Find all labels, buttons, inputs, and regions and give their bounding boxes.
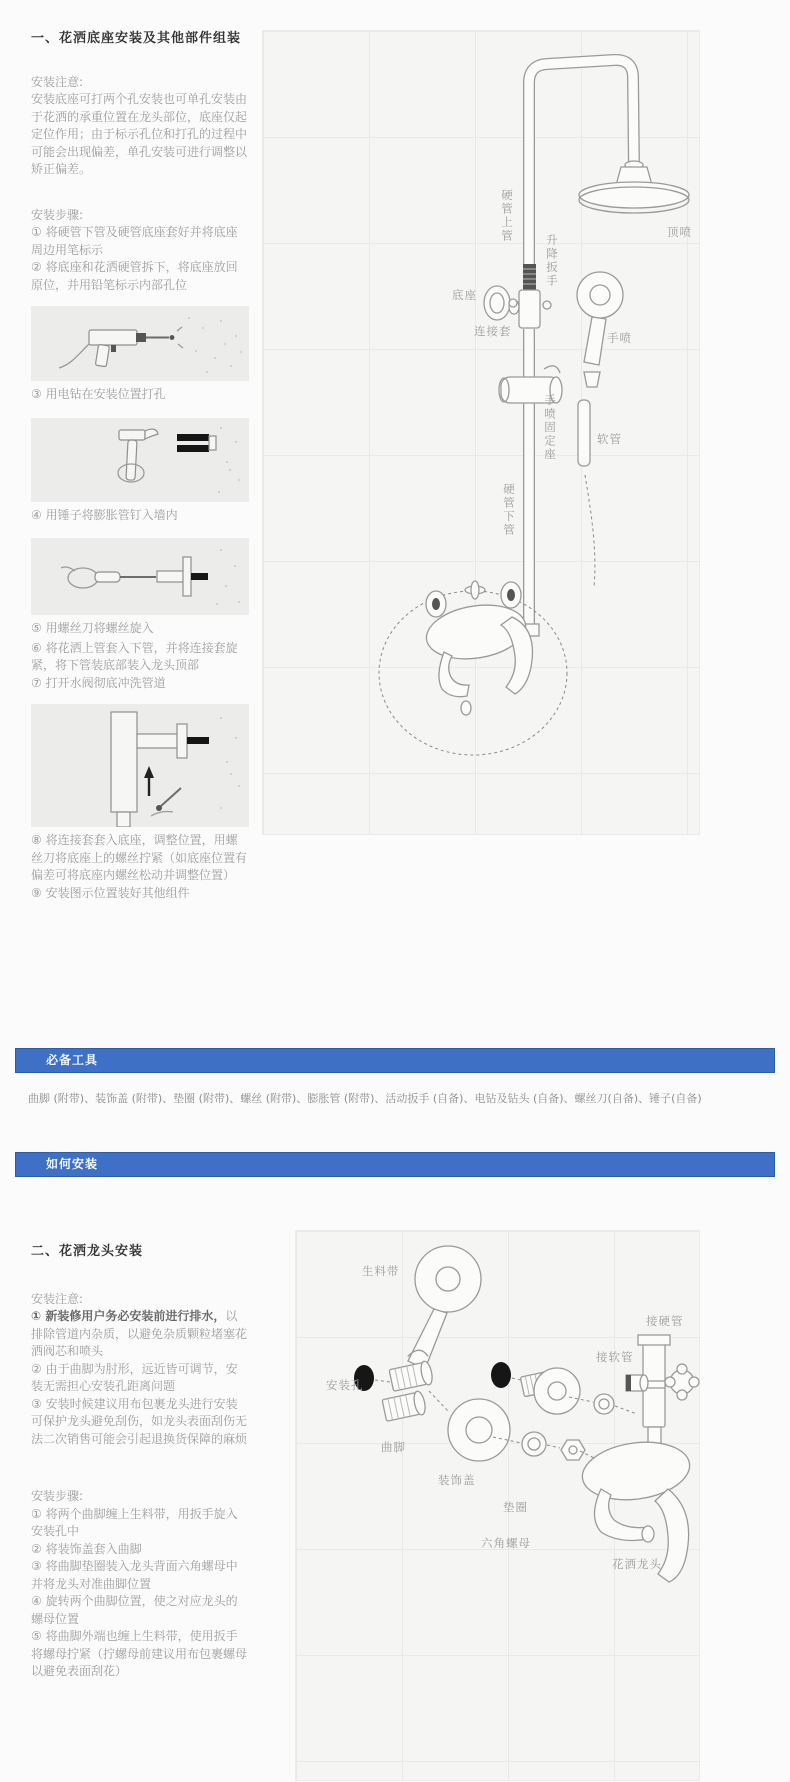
note-text: ② 由于曲脚为肘形，远近皆可调节，安装无需担心安装孔距离问题 (31, 1361, 238, 1393)
label-lower-pipe: 硬管下管 (502, 483, 516, 537)
section1-title: 一、花洒底座安装及其他部件组装 (31, 31, 242, 46)
section1-notes-title: 安装注意: (31, 74, 84, 89)
tools-list: 曲脚 (附带)、装饰盖 (附带)、垫圈 (附带)、螺丝 (附带)、膨胀管 (附带)、活动扳手 (自备)、电钻及钻头 (自备)、螺丝刀(自备)、锤子(自备) (28, 1092, 702, 1105)
label-connector-sleeve: 连接套 (474, 324, 512, 338)
fig3-caption: ⑤ 用螺丝刀将螺丝旋入 (31, 621, 154, 635)
note-rest: 以排除管道内杂质，以避免杂质颗粒堵塞花洒阀芯和喷头 (31, 1309, 248, 1358)
faucet-exploded-diagram (296, 1231, 701, 1782)
step-text: ⑥ 将花洒上管套入下管，并将连接套旋紧，将下管装底部装入龙头顶部 (31, 640, 238, 672)
label-teflon-tape: 生料带 (362, 1264, 400, 1278)
section1-steps-title: 安装步骤: (31, 207, 84, 222)
shower-column-diagram (263, 31, 701, 836)
section1-notes: 安装底座可打两个孔安装也可单孔安装由于花洒的承重位置在龙头部位，底座仅起定位作用；由于标示孔位和打孔的过程中可能会出现偏差，单孔安装可进行调整以矫正偏差。 (31, 92, 248, 176)
section2-text-column (31, 1243, 249, 1681)
section2-notes-title: 安装注意: (31, 1291, 84, 1306)
drill-icon (31, 306, 249, 381)
label-elbow: 曲脚 (381, 1440, 406, 1454)
label-faucet: 花洒龙头 (612, 1557, 662, 1571)
note-text (31, 1308, 249, 1361)
drill-illustration (31, 306, 249, 381)
step-text: ⑦ 打开水阀彻底冲洗管道 (31, 675, 166, 690)
section1-diagram-panel (262, 30, 700, 835)
label-hard-pipe-connection: 接硬管 (646, 1314, 684, 1328)
label-deco-cover: 装饰盖 (438, 1473, 476, 1487)
step-text: ② 将底座和花洒硬管拆下，将底座放回原位，并用铅笔标示内部孔位 (31, 260, 238, 292)
howto-banner-label: 如何安装 (46, 1157, 99, 1171)
label-hose: 软管 (597, 432, 622, 446)
section2-title: 二、花洒龙头安装 (31, 1244, 144, 1259)
label-hand-spray-holder: 手喷固定座 (543, 394, 557, 462)
label-lift-wrench: 升降扳手 (545, 234, 559, 288)
step-text: ⑤ 将曲脚外端也缠上生料带，使用扳手将螺母拧紧（拧螺母前建议用布包裹螺母以避免表面刮花） (31, 1629, 248, 1678)
note-bold: ① 新装修用户务必安装前进行排水， (31, 1309, 226, 1323)
label-hex-nut: 六角螺母 (481, 1536, 531, 1550)
bracket-icon (31, 704, 249, 827)
step-text: ① 将两个曲脚缠上生料带，用扳手旋入安装孔中 (31, 1506, 238, 1538)
tools-banner-label: 必备工具 (46, 1053, 99, 1067)
howto-banner (15, 1152, 775, 1177)
label-top-spray: 顶喷 (667, 225, 692, 239)
section2-steps-title: 安装步骤: (31, 1489, 84, 1503)
step-text: ⑧ 将连接套套入底座，调整位置，用螺丝刀将底座上的螺丝拧紧（如底座位置有偏差可将底座内螺丝松动并调整位置） (31, 833, 248, 882)
step-text: ③ 将曲脚垫圈装入龙头背面六角螺母中并将龙头对准曲脚位置 (31, 1559, 238, 1591)
bracket-illustration (31, 704, 249, 827)
note-text: ③ 安装时候建议用布包裹龙头进行安装可保护龙头避免刮伤，如龙头表面刮伤无法二次销售可能会引起退换货保障的麻烦 (31, 1396, 248, 1446)
tools-banner (15, 1048, 775, 1073)
step-text: ② 将装饰盖套入曲脚 (31, 1541, 142, 1556)
label-hand-spray: 手喷 (607, 331, 632, 345)
section1-text-column (31, 30, 249, 902)
hammer-icon (31, 418, 249, 502)
label-washer: 垫圈 (503, 1500, 528, 1514)
fig2-caption: ④ 用锤子将膨胀管钉入墙内 (31, 507, 178, 522)
label-base: 底座 (452, 288, 477, 302)
step-text: ⑨ 安装图示位置装好其他组件 (31, 885, 190, 900)
label-upper-pipe: 硬管上管 (500, 189, 514, 243)
label-soft-hose-connection: 接软管 (596, 1350, 634, 1364)
step-text: ④ 旋转两个曲脚位置，使之对应龙头的螺母位置 (31, 1594, 238, 1626)
label-mount-hole: 安装孔 (326, 1378, 364, 1392)
screwdriver-illustration (31, 538, 249, 615)
section2-diagram-panel (295, 1230, 700, 1781)
screwdriver-icon (31, 538, 249, 615)
fig1-caption: ③ 用电钻在安装位置打孔 (31, 387, 166, 401)
step-text: ① 将硬管下管及硬管底座套好并将底座周边用笔标示 (31, 225, 238, 257)
hammer-illustration (31, 418, 249, 502)
